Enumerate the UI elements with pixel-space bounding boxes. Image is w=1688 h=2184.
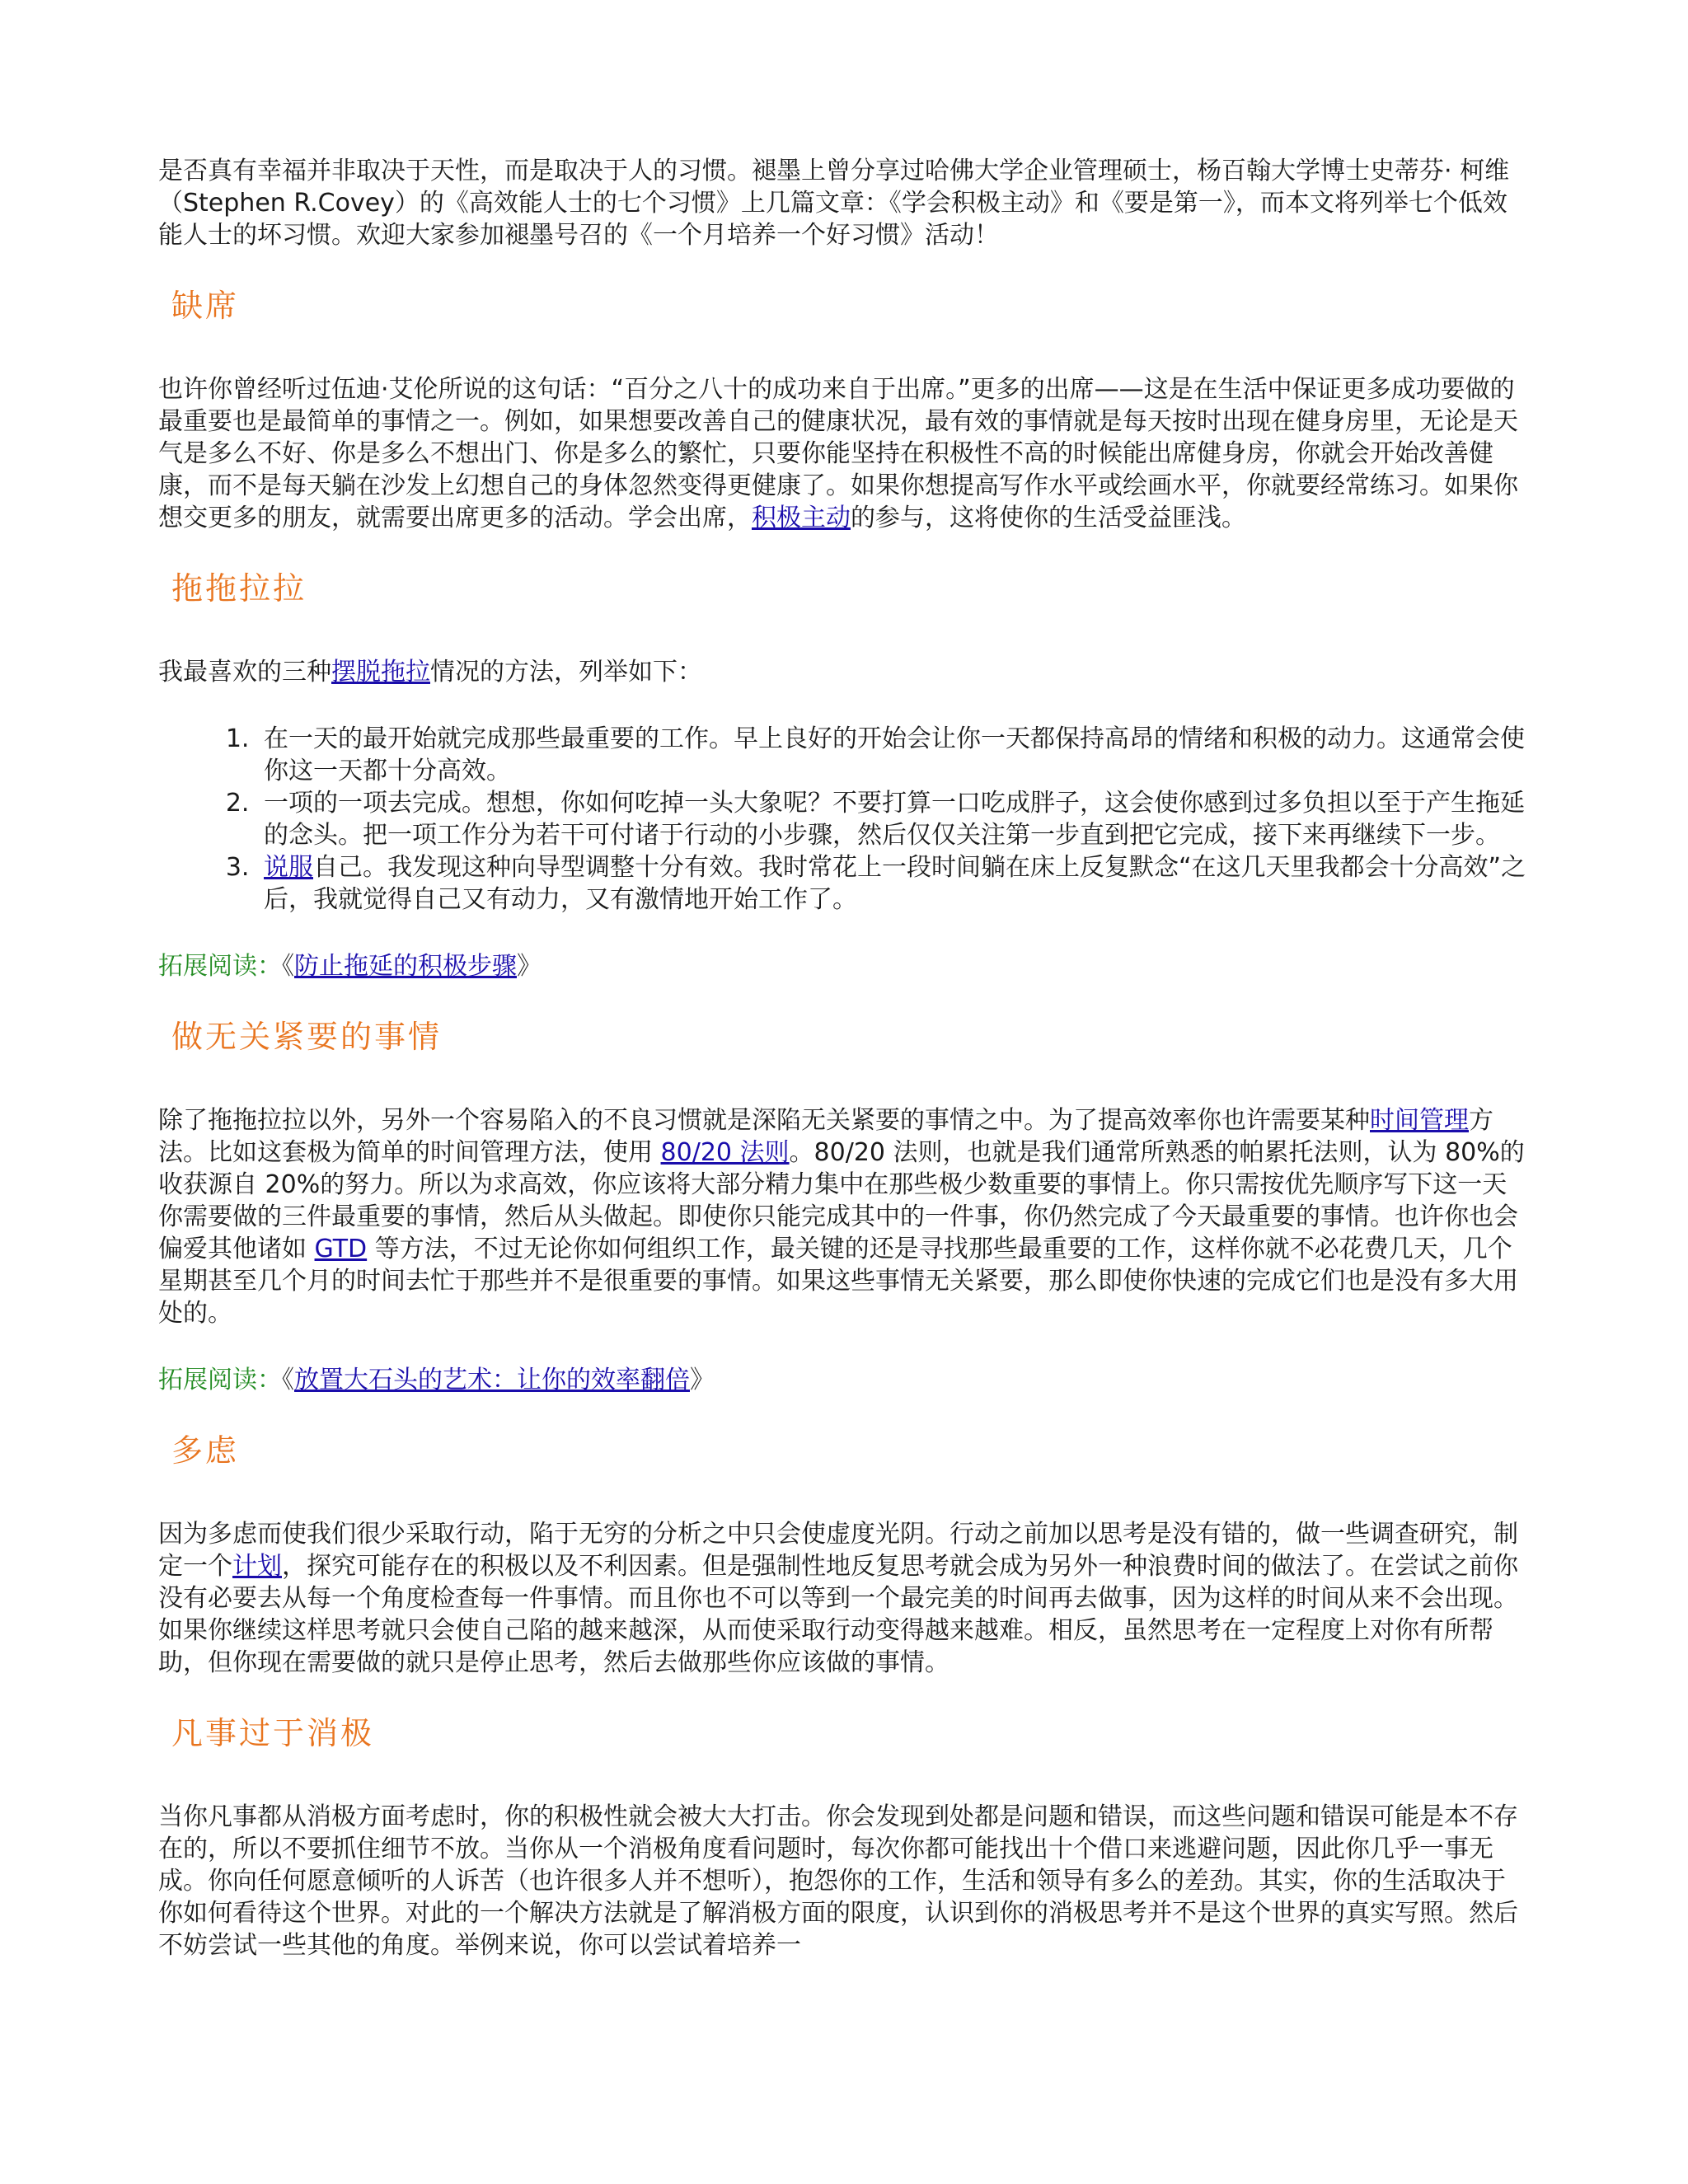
paragraph-trivial <box>158 1104 1526 1329</box>
bracket-open: 《 <box>282 952 294 981</box>
heading-negative: 凡事过于消极 <box>171 1715 375 1751</box>
list-item <box>257 851 1526 916</box>
paragraph-text: 等方法，不过无论你如何组织工作，最关键的还是寻找那些最重要的工作，这样你就不必花费几天，几个星期甚至几个月的时间去忙于那些并不是很重要的事情。如果这些事情无关紧要，那么即使你快速的完成它们也是没有多大用处的。 <box>158 1235 1518 1328</box>
bracket-close: 》 <box>517 952 542 981</box>
paragraph-text: ，探究可能存在的积极以及不利因素。但是强制性地反复思考就会成为另外一种浪费时间的做法了。在尝试之前你没有必要去从每一个角度检查每一件事情。而且你也不可以等到一个最完美的时间再去做事，因为这样的时间从来不会出现。如果你继续这样思考就只会使自己陷的越来越深，从而使采取行动变得越来越难。相反，虽然思考在一定程度上对你有所帮助，但你现在需要做的就只是停止思考，然后去做那些你应该做的事情。 <box>158 1552 1518 1677</box>
paragraph-text: 我最喜欢的三种 <box>158 658 331 687</box>
extended-reading-procrastination <box>158 950 1526 982</box>
link-big-rocks[interactable]: 放置大石头的艺术：让你的效率翻倍 <box>294 1366 690 1394</box>
link-gtd[interactable]: GTD <box>314 1235 368 1263</box>
heading-overthinking: 多虑 <box>171 1432 240 1469</box>
extended-reading-trivial <box>158 1364 1526 1396</box>
paragraph-overthinking <box>158 1518 1526 1679</box>
extended-reading-label: 拓展阅读： <box>158 952 282 981</box>
link-proactive[interactable]: 积极主动 <box>752 504 851 532</box>
bracket-open: 《 <box>282 1366 294 1394</box>
article-body <box>158 155 1526 1996</box>
heading-trivial: 做无关紧要的事情 <box>171 1019 443 1055</box>
link-time-management[interactable]: 时间管理 <box>1370 1106 1469 1135</box>
paragraph-procrastination-intro <box>158 656 1526 688</box>
paragraph-text: 方法。比如这套极为简单的时间管理方法，使用 <box>158 1106 1493 1167</box>
paragraph-absence <box>158 373 1526 534</box>
list-item-text: 自己。我发现这种向导型调整十分有效。我时常花上一段时间躺在床上反复默念“在这几天里我都会十分高效”之后，我就觉得自己又有动力，又有激情地开始工作了。 <box>264 853 1526 914</box>
extended-reading-label: 拓展阅读： <box>158 1366 282 1394</box>
paragraph-text: 除了拖拖拉拉以外，另外一个容易陷入的不良习惯就是深陷无关紧要的事情之中。为了提高效率你也许需要某种 <box>158 1106 1370 1135</box>
link-beat-procrastination[interactable]: 摆脱拖拉 <box>331 658 430 687</box>
list-item: 2. 一项的一项去完成。想想，你如何吃掉一头大象呢？不要打算一口吃成胖子，这会使你感到过多负担以至于产生拖延的念头。把一项工作分为若干可付诸于行动的小步骤，然后仅仅关注第一步直到把它完成，接下来再继续下一步。 <box>257 787 1526 851</box>
bracket-close: 》 <box>690 1366 715 1394</box>
procrastination-methods-list <box>158 723 1526 916</box>
paragraph-text: 也许你曾经听过伍迪·艾伦所说的这句话：“百分之八十的成功来自于出席。”更多的出席——这是在生活中保证更多成功要做的最重要也是最简单的事情之一。例如，如果想要改善自己的健康状况，最有效的事情就是每天按时出现在健身房里，无论是天气是多么不好、你是多么不想出门、你是多么的繁忙，只要你能坚持在积极性不高的时候能出席健身房，你就会开始改善健康，而不是每天躺在沙发上幻想自己的身体忽然变得更健康了。如果你想提高写作水平或绘画水平，你就要经常练习。如果你想交更多的朋友，就需要出席更多的活动。学会出席， <box>158 375 1518 532</box>
paragraph-text: 情况的方法，列举如下： <box>430 658 702 687</box>
paragraph-negative: 当你凡事都从消极方面考虑时，你的积极性就会被大大打击。你会发现到处都是问题和错误，而这些问题和错误可能是本不存在的，所以不要抓住细节不放。当你从一个消极角度看问题时，每次你都可能找出十个借口来逃避问题，因此你几乎一事无成。你向任何愿意倾听的人诉苦（也许很多人并不想听），抱怨你的工作，生活和领导有多么的差劲。其实，你的生活取决于你如何看待这个世界。对此的一个解决方法就是了解消极方面的限度，认识到你的消极思考并不是这个世界的真实写照。然后不妨尝试一些其他的角度。举例来说，你可以尝试着培养一 <box>158 1802 1518 1960</box>
link-plan[interactable]: 计划 <box>232 1552 282 1581</box>
paragraph-text: 的参与，这将使你的生活受益匪浅。 <box>851 504 1246 532</box>
list-item: 1. 在一天的最开始就完成那些最重要的工作。早上良好的开始会让你一天都保持高昂的情绪和积极的动力。这通常会使你这一天都十分高效。 <box>257 723 1526 787</box>
intro-paragraph: 是否真有幸福并非取决于天性，而是取决于人的习惯。褪墨上曾分享过哈佛大学企业管理硕士，杨百翰大学博士史蒂芬· 柯维（Stephen R.Covey）的《高效能人士的七个习惯》上几篇文章：《学会积极主动》和《要是第一》，而本文将列举七个低效能人士的坏习惯。欢迎大家参加褪墨号召的《一个月培养一个好习惯》活动！ <box>158 157 1510 250</box>
link-prevent-procrastination[interactable]: 防止拖延的积极步骤 <box>294 952 517 981</box>
paragraph-text: 。80/20 法则，也就是我们通常所熟悉的帕累托法则，认为 80%的收获源自 20%的努力。所以为求高效，你应该将大部分精力集中在那些极少数重要的事情上。你只需按优先顺序写下这一天你需要做的三件最重要的事情，然后从头做起。即使你只能完成其中的一件事，你仍然完成了今天最重要的事情。也许你也会偏爱其他诸如 <box>158 1138 1525 1263</box>
link-persuade[interactable]: 说服 <box>264 853 313 882</box>
paragraph-text: 因为多虑而使我们很少采取行动，陷于无穷的分析之中只会使虚度光阴。行动之前加以思考是没有错的，做一些调查研究，制定一个 <box>158 1520 1518 1581</box>
heading-procrastination: 拖拖拉拉 <box>171 570 307 607</box>
heading-absence: 缺席 <box>171 288 240 324</box>
link-80-20-rule[interactable]: 80/20 法则 <box>660 1138 790 1167</box>
